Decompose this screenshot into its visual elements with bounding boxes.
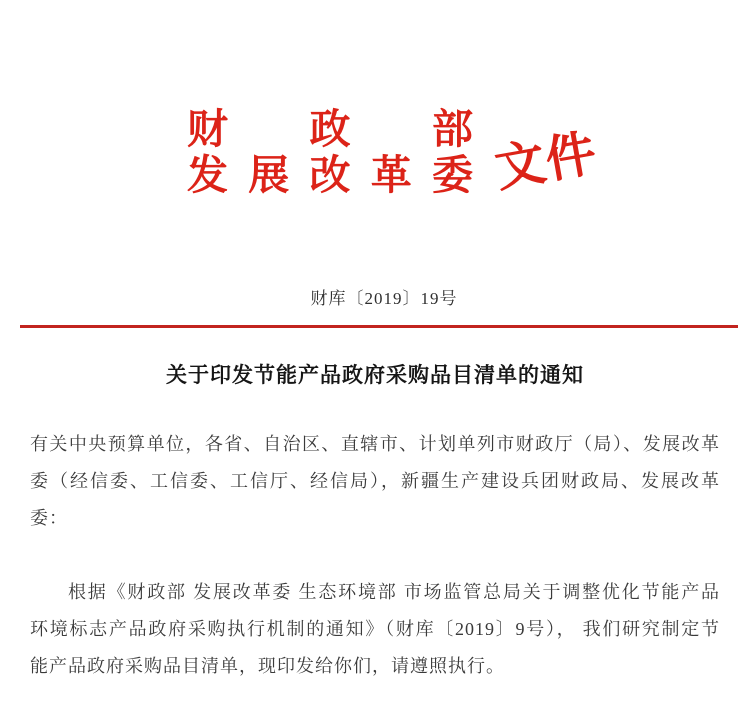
body-line: 能产品政府采购品目清单，现印发给你们，请遵照执行。 (30, 656, 505, 676)
main-paragraph (30, 574, 720, 685)
recipients-paragraph (30, 426, 720, 537)
document-type-label: 文件 (490, 124, 602, 198)
document-reference-number: 财库〔2019〕19号 (310, 289, 458, 308)
body-line: 委： (30, 508, 68, 528)
body-line: 环境标志产品政府采购执行机制的通知》（财库〔2019〕9号）， 我们研究制定节 (30, 619, 720, 639)
agency-name-line2: 发展改革委 (187, 152, 473, 198)
body-line: 有关中央预算单位，各省、自治区、直辖市、计划单列市财政厅（局）、发展改革 (30, 434, 720, 454)
body-line: 根据《财政部 发展改革委 生态环境部 市场监管总局关于调整优化节能产品 (68, 582, 720, 602)
letterhead (187, 106, 602, 198)
agency-name-block (187, 106, 473, 198)
document-title: 关于印发节能产品政府采购品目清单的通知 (166, 363, 584, 387)
agency-name-line1: 财政部 (187, 106, 473, 152)
document-body (30, 426, 720, 685)
body-line: 委（经信委、工信委、工信厅、经信局），新疆生产建设兵团财政局、发展改革 (30, 471, 720, 491)
red-divider-line (20, 325, 738, 328)
